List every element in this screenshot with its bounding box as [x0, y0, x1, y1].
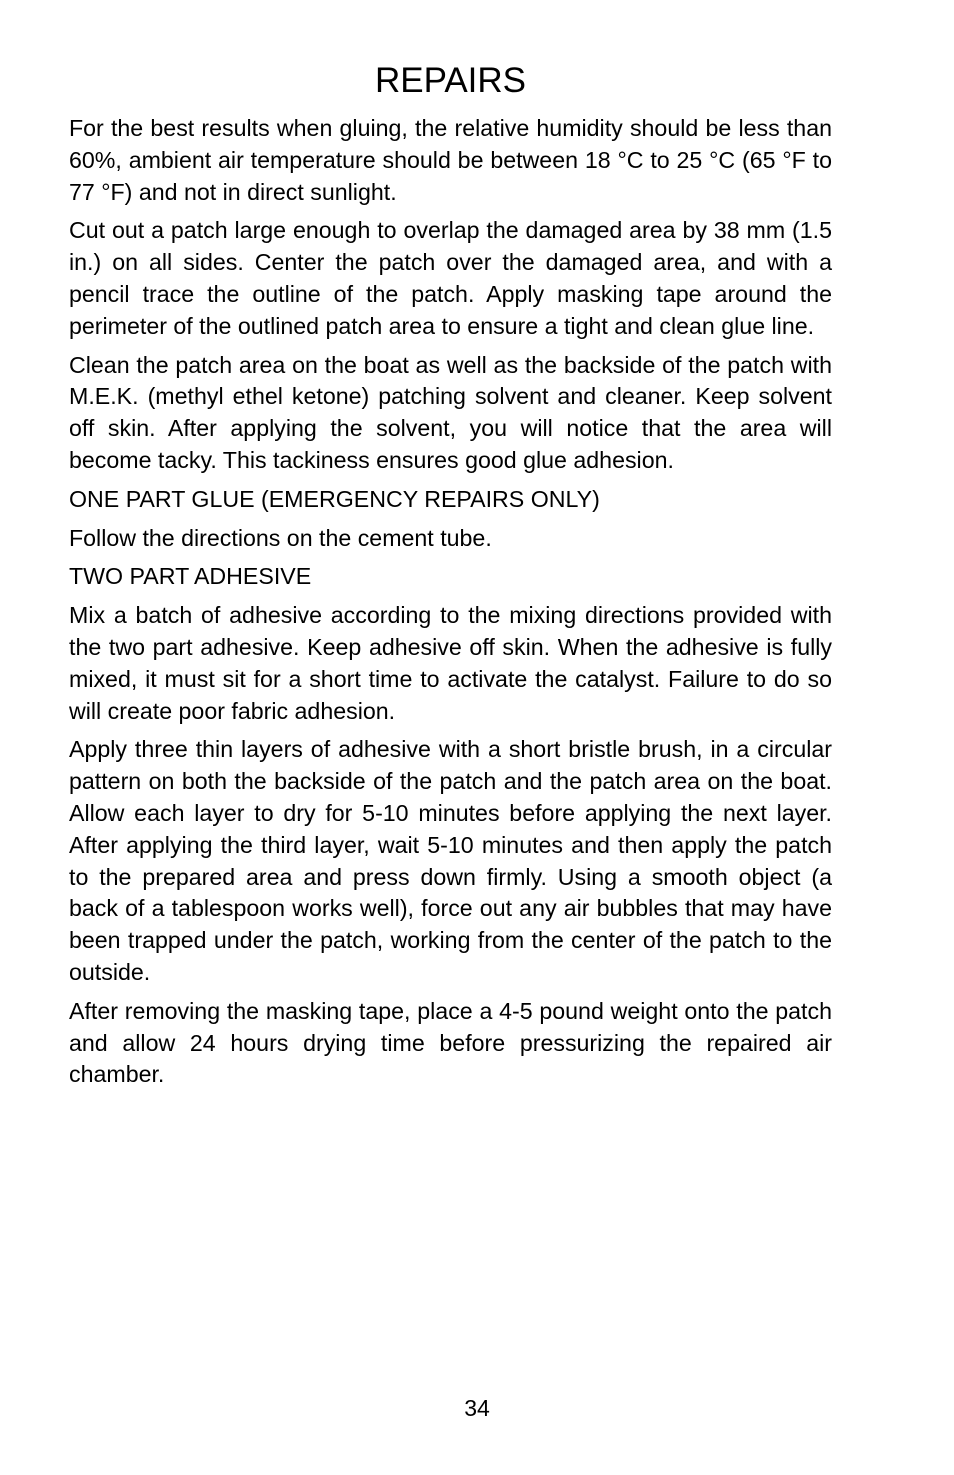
page-title: REPAIRS	[374, 61, 527, 100]
paragraph-drying-time: After removing the masking tape, place a 4-5 pound weight onto the patch and allow 24 hours drying time before pressurizing the repaired air chamber.	[69, 997, 832, 1088]
paragraph-mix-adhesive: Mix a batch of adhesive according to the mixing directions provided with the two part adhesive. Keep adhesive off skin. When the adhesive is fully mixed, it must sit for a short time to activate the catalyst. Failure to do so will create poor fabric adhesion.	[69, 602, 832, 724]
paragraph-cement-tube: Follow the directions on the cement tube.	[69, 524, 492, 551]
paragraph-cut-patch: Cut out a patch large enough to overlap the damaged area by 38 mm (1.5 in.) on all sides. Center the patch over the damaged area, and with a pencil trace the outline of the patch. Apply masking tape around the perimeter of the outlined patch area to ensure a tight and clean glue line.	[69, 217, 832, 339]
paragraph-clean-patch: Clean the patch area on the boat as well as the backside of the patch with M.E.K. (methyl ethel ketone) patching solvent and cleaner. Keep solvent off skin. After applying the solvent, you will notice that the area will become tacky. This tackiness ensures good glue adhesion.	[69, 351, 832, 473]
paragraph-humidity: For the best results when gluing, the relative humidity should be less than 60%, ambient air temperature should be between 18 °C to 25 °C (65 °F to 77 °F) and not in direct sunlight.	[69, 115, 832, 205]
document-page	[69, 58, 832, 1098]
heading-one-part-glue: ONE PART GLUE (EMERGENCY REPAIRS ONLY)	[69, 485, 600, 512]
page-number: 34	[464, 1395, 490, 1421]
heading-two-part-adhesive: TWO PART ADHESIVE	[69, 563, 312, 590]
paragraph-apply-layers: Apply three thin layers of adhesive with a short bristle brush, in a circular pattern on both the backside of the patch and the patch area on the boat. Allow each layer to dry for 5-10 minutes before applying the next layer. After applying the third layer, wait 5-10 minutes and then apply the patch to the prepared area and press down firmly. Using a smooth object (a back of a tablespoon works well), force out any air bubbles that may have been trapped under the patch, working from the center of the patch to the outside.	[69, 736, 832, 985]
